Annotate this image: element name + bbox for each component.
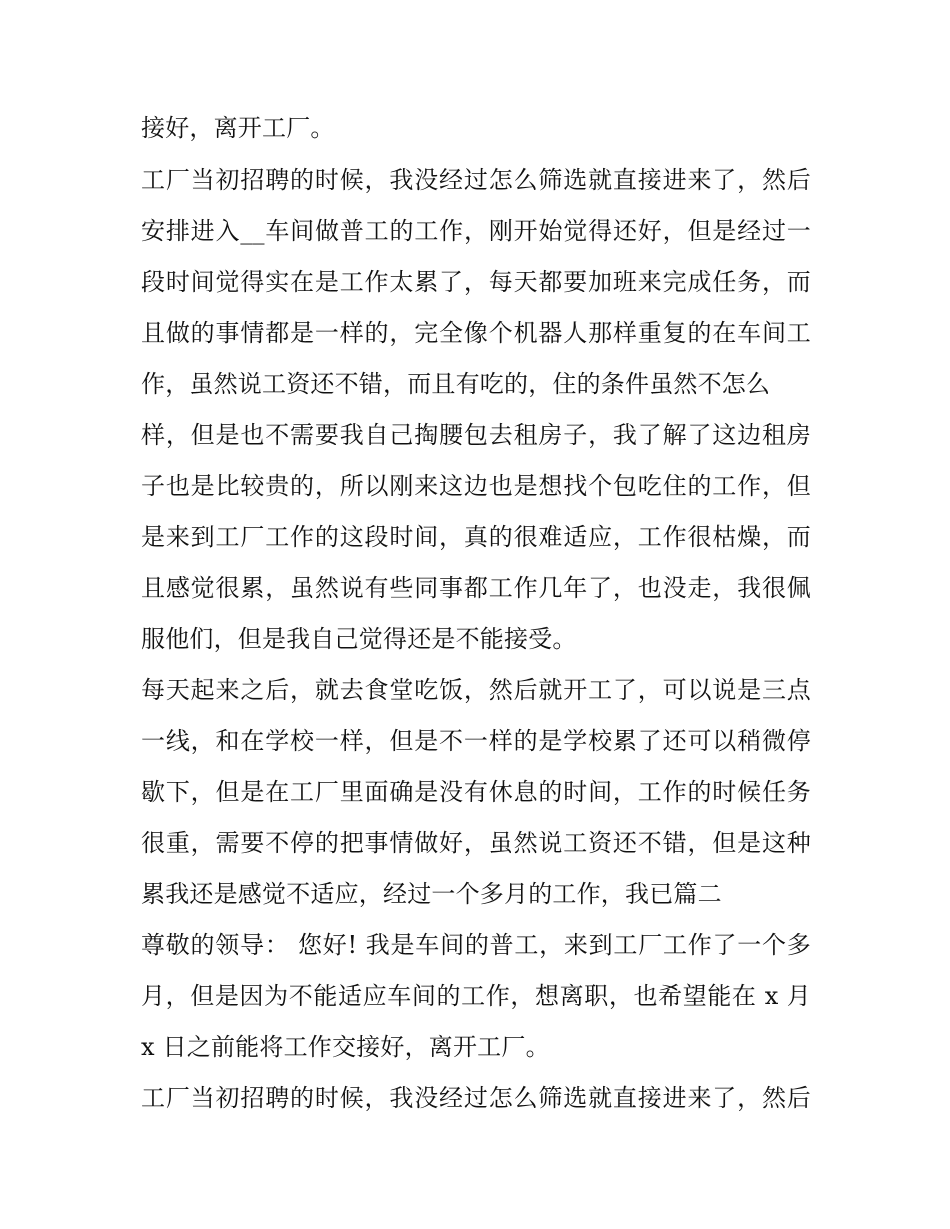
text-line-13: 一线，和在学校一样，但是不一样的是学校累了还可以稍微停 (141, 727, 811, 755)
text-line-19: x 日之前能将工作交接好，离开工厂。 (141, 1033, 550, 1061)
text-line-15: 很重，需要不停的把事情做好，虽然说工资还不错，但是这种 (141, 829, 811, 857)
text-line-6: 作，虽然说工资还不错，而且有吃的，住的条件虽然不怎么 (141, 370, 771, 398)
text-line-8: 子也是比较贵的，所以刚来这边也是想找个包吃住的工作，但 (141, 472, 811, 500)
text-line-7: 样，但是也不需要我自己掏腰包去租房子，我了解了这边租房 (141, 421, 811, 449)
text-line-10: 且感觉很累，虽然说有些同事都工作几年了，也没走，我很佩 (141, 574, 811, 602)
text-line-5: 且做的事情都是一样的，完全像个机器人那样重复的在车间工 (141, 319, 811, 347)
text-line-2: 工厂当初招聘的时候，我没经过怎么筛选就直接进来了，然后 (141, 166, 811, 194)
text-line-11: 服他们，但是我自己觉得还是不能接受。 (141, 625, 577, 653)
text-line-17: 尊敬的领导： 您好! 我是车间的普工，来到工厂工作了一个多 (141, 931, 811, 959)
text-line-4: 段时间觉得实在是工作太累了，每天都要加班来完成任务，而 (141, 268, 811, 296)
text-line-12: 每天起来之后，就去食堂吃饭，然后就开工了，可以说是三点 (141, 676, 811, 704)
text-line-1: 接好，离开工厂。 (141, 114, 335, 142)
text-line-3: 安排进入__车间做普工的工作，刚开始觉得还好，但是经过一 (141, 217, 811, 245)
text-line-14: 歇下，但是在工厂里面确是没有休息的时间，工作的时候任务 (141, 778, 811, 806)
text-line-18: 月，但是因为不能适应车间的工作，想离职，也希望能在 x 月 (141, 982, 811, 1010)
text-line-9: 是来到工厂工作的这段时间，真的很难适应，工作很枯燥，而 (141, 523, 811, 551)
text-line-20: 工厂当初招聘的时候，我没经过怎么筛选就直接进来了，然后 (141, 1084, 811, 1112)
text-line-16: 累我还是感觉不适应，经过一个多月的工作，我已篇二 (141, 880, 722, 908)
